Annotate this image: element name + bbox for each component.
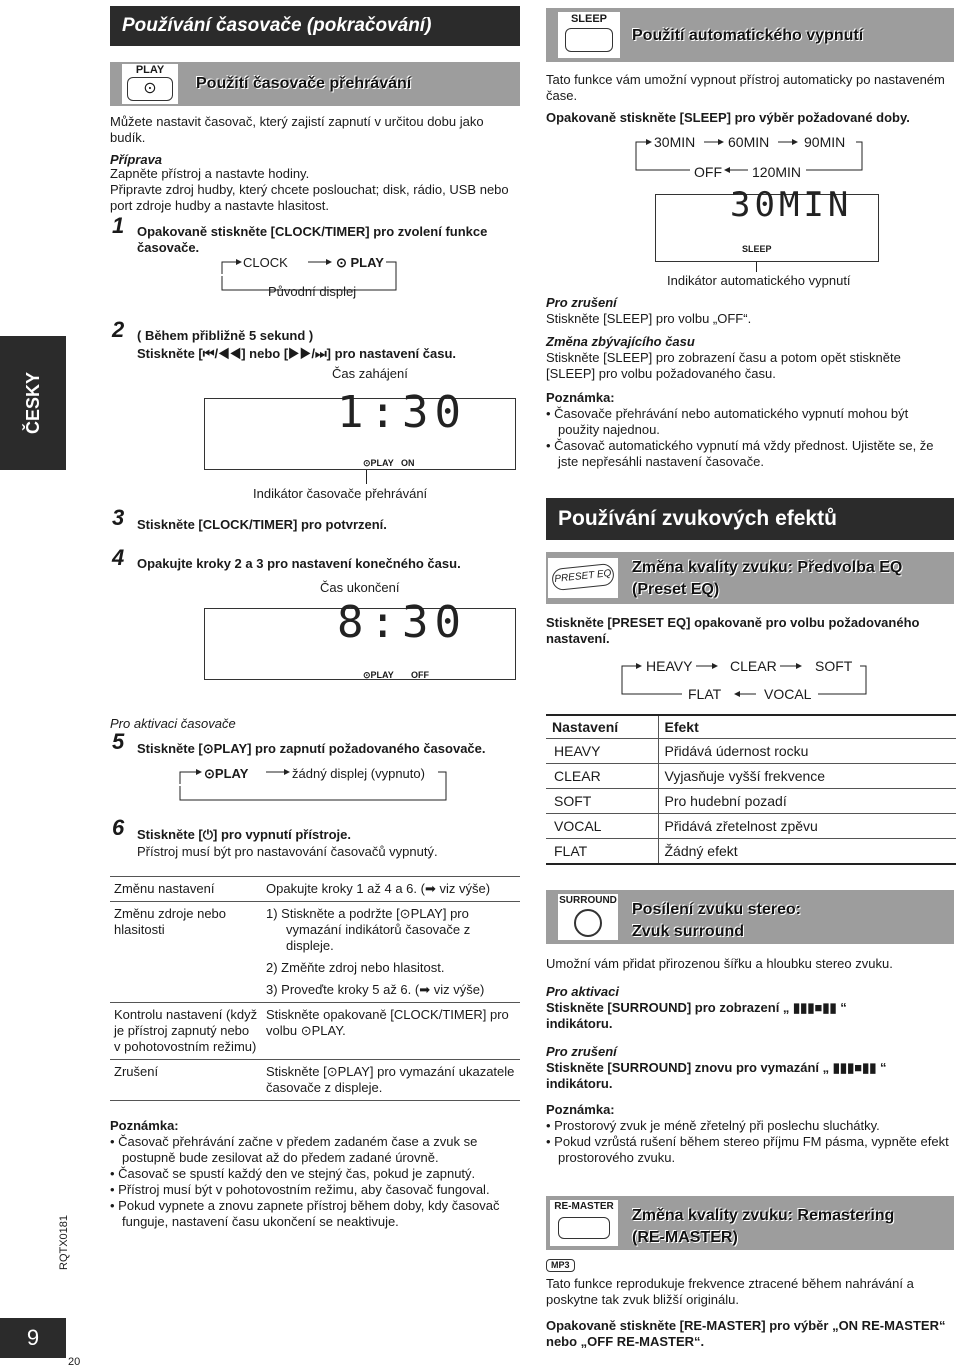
table-cell: Přidává zřetelnost zpěvu (664, 818, 818, 834)
lcd-start-play: ⊙PLAY (363, 458, 394, 468)
note-item: • Prostorový zvuk je méně zřetelný při poslechu sluchátky. (546, 1118, 880, 1133)
document-code: RQTX0181 (58, 1214, 70, 1270)
table-cell: HEAVY (546, 739, 658, 764)
remaster-text: Tato funkce reprodukuje frekvence ztracené během nahrávání a poskytne tak zvuk bližší originálu. (546, 1276, 914, 1307)
sleep-remain-text: Stiskněte [SLEEP] pro zobrazení času a potom opět stiskněte [SLEEP] pro volbu požadovaného času. (546, 350, 901, 381)
flow-1-original: Původní displej (268, 284, 357, 299)
table-row (110, 902, 520, 1003)
sleep-instruction: Opakovaně stiskněte [SLEEP] pro výběr požadované doby. (546, 110, 910, 125)
step-1-number: 1 (112, 213, 125, 238)
table-cell: SOFT (546, 789, 658, 814)
table-cell: Opakujte kroky 1 až 4 a 6. (➡ viz výše) (262, 877, 520, 902)
play-icon-label: PLAY (135, 64, 165, 76)
eq-icon-box (548, 558, 618, 598)
sleep-icon-label: SLEEP (570, 13, 608, 25)
eq-col-setting: Nastavení (546, 715, 658, 739)
table-row (110, 1060, 520, 1101)
table-cell: VOCAL (546, 814, 658, 839)
activate-title: Pro aktivaci časovače (110, 716, 236, 731)
table-cell: FLAT (546, 839, 658, 865)
flow-5-off: žádný displej (vypnuto) (292, 766, 425, 781)
sleep-flow-off: OFF (694, 164, 722, 180)
lcd-start-digits: 1:30 (337, 387, 467, 438)
table-header-row (546, 715, 956, 739)
lcd-display-end (204, 597, 516, 680)
intro-text: Můžete nastavit časovač, který zajistí zapnutí v určitou dobu jako budík. (110, 114, 484, 145)
eq-col-effect: Efekt (664, 719, 699, 735)
lcd-display-sleep (655, 185, 879, 262)
table-sub-item: 1) Stiskněte a podržte [⊙PLAY] pro vymazání indikátorů časovače z displeje. (266, 906, 471, 953)
table-cell: Vyjasňuje vyšší frekvence (664, 768, 826, 784)
note-item: • Pokud vypnete a znovu zapnete přístroj během doby, kdy časovač funguje, nastavení času ukončení se neaktivuje. (110, 1198, 500, 1229)
flow-1-play: ⊙ PLAY (336, 255, 384, 270)
eq-table (546, 714, 956, 865)
prep-title: Příprava (110, 152, 163, 167)
sleep-flow-60: 60MIN (728, 134, 770, 150)
eq-instruction: Stiskněte [PRESET EQ] opakovaně pro volbu požadovaného nastavení. (546, 615, 920, 646)
sleep-button-icon (565, 28, 613, 52)
table-row (110, 1003, 520, 1060)
table-cell: Zrušení (110, 1060, 262, 1101)
surround-icon-box (558, 894, 618, 940)
table-sub-item: 3) Proveďte kroky 5 až 6. (➡ viz výše) (266, 982, 485, 997)
play-icon-box (122, 64, 178, 104)
lcd-sleep-digits: 30MIN (730, 185, 853, 225)
table-sub-item: 2) Změňte zdroj nebo hlasitost. (266, 960, 445, 975)
eq-flow-heavy: HEAVY (646, 658, 693, 674)
lcd-end-off: OFF (411, 670, 429, 680)
table-row (110, 877, 520, 902)
step-1-text: Opakovaně stiskněte [CLOCK/TIMER] pro zvolení funkce časovače. (137, 224, 488, 255)
remaster-icon-box (550, 1200, 618, 1246)
step-3-text: Stiskněte [CLOCK/TIMER] pro potvrzení. (137, 517, 387, 532)
step-2-number: 2 (112, 317, 125, 342)
lcd-sleep-indicator: SLEEP (742, 244, 772, 254)
note-item: • Časovače přehrávání nebo automatického vypnutí mohou být použity najednou. (546, 406, 909, 437)
lcd-display-start (204, 387, 516, 470)
sleep-indicator-line (756, 262, 757, 272)
sleep-flow-120: 120MIN (752, 164, 802, 180)
step-5-number: 5 (112, 729, 125, 754)
surround-note-title: Poznámka: (546, 1102, 615, 1117)
step-2-time-note: ( Během přibližně 5 sekund ) (137, 328, 314, 343)
lcd-end-digits: 8:30 (337, 597, 467, 648)
table-cell: Změnu zdroje nebo hlasitosti (110, 902, 262, 1003)
table-cell: Žádný efekt (664, 843, 738, 859)
step-5-text: Stiskněte [⊙PLAY] pro zapnutí požadovaného časovače. (137, 741, 486, 756)
clock-icon: ⊙ (127, 77, 173, 101)
surround-intro: Umožní vám přidat přirozenou šířku a hloubku stereo zvuku. (546, 956, 893, 971)
remaster-title-line-1: Změna kvality zvuku: Remastering (632, 1207, 895, 1224)
sleep-cancel-text: Stiskněte [SLEEP] pro volbu „OFF“. (546, 311, 752, 326)
eq-icon: PRESET EQ (551, 563, 615, 591)
indicator-line (366, 470, 367, 484)
surround-off-text: Stiskněte [SURROUND] znovu pro vymazání „ ▮▮▮■▮▮ “ indikátoru. (546, 1060, 887, 1091)
timer-table (110, 876, 520, 1101)
language-label: ČESKY (23, 371, 43, 435)
mp3-badge: MP3 (546, 1259, 575, 1272)
play-section-title: Použití časovače přehrávání (196, 75, 412, 92)
page-number-small: 20 (68, 1356, 81, 1368)
note-item: • Časovač automatického vypnutí má vždy přednost. Ujistěte se, že jste nepřesáhli nastavení časovače. (546, 438, 934, 469)
prep-1: Zapněte přístroj a nastavte hodiny. (110, 166, 310, 181)
note-item: • Pokud vzrůstá rušení během stereo příjmu FM pásma, vypněte efekt prostorového zvuku. (546, 1134, 949, 1165)
sleep-indicator-label: Indikátor automatického vypnutí (667, 273, 851, 288)
sleep-cancel-title: Pro zrušení (546, 295, 617, 310)
table-cell: CLEAR (546, 764, 658, 789)
start-time-label: Čas zahájení (332, 366, 408, 381)
sleep-title: Použití automatického vypnutí (632, 27, 864, 44)
step-3-number: 3 (112, 505, 125, 530)
page-title: Používání časovače (pokračování) (110, 6, 520, 46)
remaster-instruction: Opakovaně stiskněte [RE-MASTER] pro výběr „ON RE-MASTER“ nebo „OFF RE-MASTER“. (546, 1318, 946, 1349)
eq-flow-soft: SOFT (815, 658, 853, 674)
lcd-start-on: ON (401, 458, 415, 468)
remaster-icon-label: RE-MASTER (554, 1201, 614, 1212)
note-item: • Přístroj musí být v pohotovostním režimu, aby časovač fungoval. (110, 1182, 490, 1197)
step-6-note: Přístroj musí být pro nastavování časovačů vypnutý. (137, 844, 438, 859)
sleep-intro: Tato funkce vám umožní vypnout přístroj automaticky po nastaveném čase. (546, 72, 945, 103)
table-row (546, 739, 956, 764)
prep-2: Připravte zdroj hudby, který chcete poslouchat; disk, rádio, USB nebo port zdroje hudby a nastavte hlasitost. (110, 182, 509, 213)
table-row (546, 814, 956, 839)
table-row (546, 789, 956, 814)
sleep-flow-30: 30MIN (654, 134, 696, 150)
eq-flow-clear: CLEAR (730, 658, 777, 674)
left-note-title: Poznámka: (110, 1118, 179, 1133)
surround-off-title: Pro zrušení (546, 1044, 617, 1059)
surround-title-line-1: Posílení zvuku stereo: (632, 901, 801, 918)
language-tab (0, 336, 66, 470)
table-row (546, 764, 956, 789)
table-row (546, 839, 956, 865)
page-number: 9 (26, 1325, 40, 1350)
surround-title-line-2: Zvuk surround (632, 923, 745, 940)
step-4-number: 4 (112, 545, 125, 570)
table-cell: Změnu nastavení (110, 877, 262, 902)
surround-on-text: Stiskněte [SURROUND] pro zobrazení „ ▮▮▮■▮▮ “ indikátoru. (546, 1000, 847, 1031)
sleep-note-title: Poznámka: (546, 390, 615, 405)
effects-title: Používání zvukových efektů (546, 498, 954, 540)
step-4-text: Opakujte kroky 2 a 3 pro nastavení konečného času. (137, 556, 461, 571)
surround-button-icon (574, 909, 602, 937)
flow-1-clock: CLOCK (243, 255, 288, 270)
table-cell: Kontrolu nastavení (když je přístroj zapnutý nebo v pohotovostním režimu) (110, 1003, 262, 1060)
eq-flow-vocal: VOCAL (764, 686, 812, 702)
remaster-title-line-2: (RE-MASTER) (632, 1229, 738, 1246)
remaster-button-icon (558, 1217, 610, 1239)
eq-title-line-1: Změna kvality zvuku: Předvolba EQ (632, 559, 903, 576)
eq-title-line-2: (Preset EQ) (632, 581, 720, 598)
step-6-text: Stiskněte [⏻] pro vypnutí přístroje. (137, 827, 351, 842)
surround-notes (546, 1118, 950, 1166)
sleep-flow-90: 90MIN (804, 134, 846, 150)
note-item: • Časovač se spustí každý den ve stejný čas, pokud je zapnutý. (110, 1166, 476, 1181)
note-item: • Časovač přehrávání začne v předem zadaném čase a zvuk se postupně bude zesilovat až do předem zadané úrovně. (110, 1134, 478, 1165)
sleep-notes (546, 406, 946, 470)
flow-5-play: ⊙PLAY (204, 766, 249, 781)
page-number-box (0, 1318, 66, 1358)
table-cell: Stiskněte opakovaně [CLOCK/TIMER] pro volbu ⊙PLAY. (262, 1003, 520, 1060)
table-cell: Přidává údernost rocku (664, 743, 809, 759)
table-cell: Stiskněte [⊙PLAY] pro vymazání ukazatele časovače z displeje. (262, 1060, 520, 1101)
eq-flow-flat: FLAT (688, 686, 722, 702)
surround-icon-label: SURROUND (559, 895, 617, 906)
table-cell: Pro hudební pozadí (664, 793, 787, 809)
surround-on-title: Pro aktivaci (546, 984, 619, 999)
left-notes (110, 1134, 520, 1230)
end-time-label: Čas ukončení (320, 580, 400, 595)
lcd-end-play: ⊙PLAY (363, 670, 394, 680)
step-6-number: 6 (112, 815, 125, 840)
sleep-icon-box (558, 12, 620, 58)
step-2-text: Stiskněte [⏮/◀◀] nebo [▶▶/⏭] pro nastavení času. (137, 346, 457, 361)
indicator-label: Indikátor časovače přehrávání (253, 486, 428, 501)
table-cell (262, 902, 520, 1003)
sleep-remain-title: Změna zbývajícího času (546, 334, 695, 349)
